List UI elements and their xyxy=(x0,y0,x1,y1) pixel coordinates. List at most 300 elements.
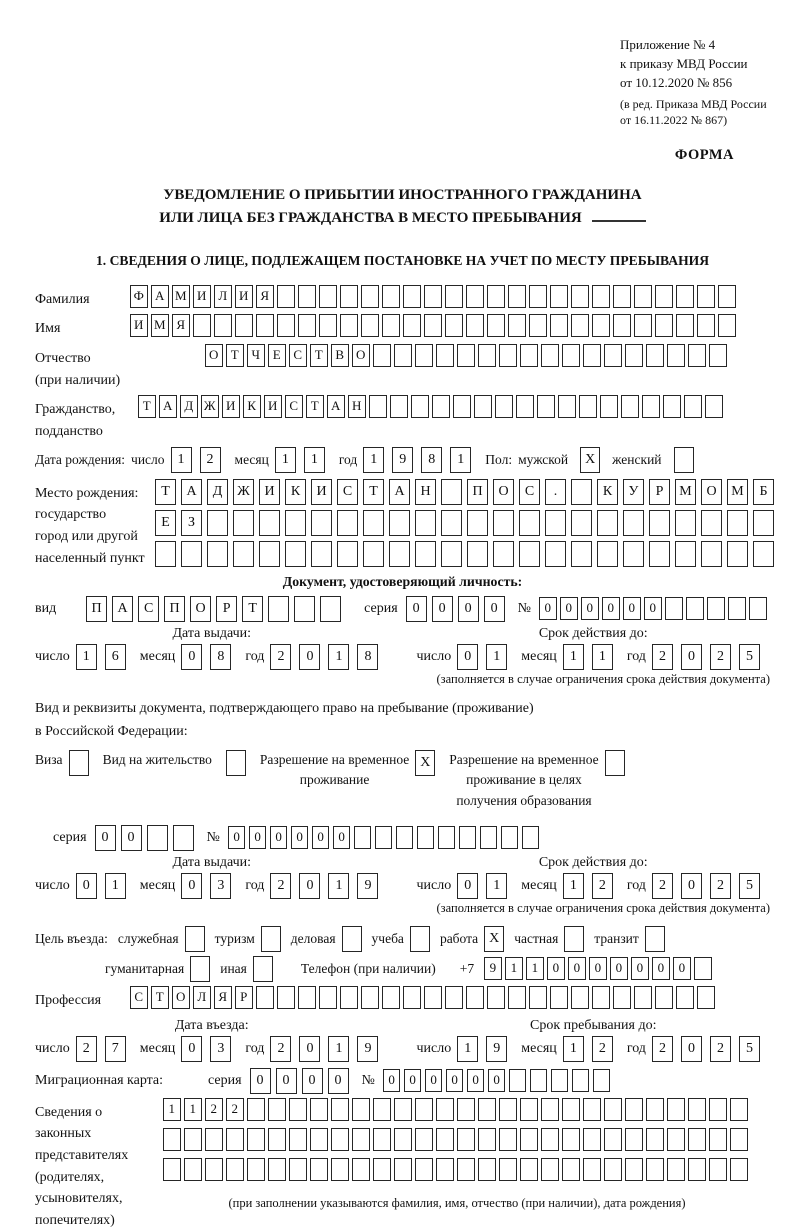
form-cell[interactable]: 0 xyxy=(270,826,288,849)
form-cell[interactable]: Л xyxy=(214,285,232,308)
form-cell[interactable] xyxy=(415,541,436,567)
form-cell[interactable] xyxy=(394,1098,412,1121)
form-cell[interactable] xyxy=(541,344,559,367)
purpose-sluzhebnaya-checkbox[interactable] xyxy=(185,926,205,952)
form-cell[interactable] xyxy=(363,510,384,536)
form-cell[interactable]: 0 xyxy=(383,1069,401,1092)
form-cell[interactable] xyxy=(646,1158,664,1181)
form-cell[interactable]: 0 xyxy=(432,596,453,622)
form-cell[interactable] xyxy=(550,285,568,308)
form-cell[interactable] xyxy=(352,1128,370,1151)
form-cell[interactable] xyxy=(147,825,168,851)
form-cell[interactable] xyxy=(478,344,496,367)
form-cell[interactable]: О xyxy=(190,596,211,622)
form-cell[interactable]: С xyxy=(337,479,358,505)
form-cell[interactable]: 5 xyxy=(739,644,760,670)
form-cell[interactable] xyxy=(205,1128,223,1151)
form-cell[interactable]: 1 xyxy=(363,447,384,473)
form-cell[interactable] xyxy=(541,1128,559,1151)
form-cell[interactable]: Ф xyxy=(130,285,148,308)
form-cell[interactable] xyxy=(675,510,696,536)
form-cell[interactable] xyxy=(667,1128,685,1151)
form-cell[interactable]: 0 xyxy=(457,644,478,670)
form-cell[interactable]: А xyxy=(159,395,177,418)
form-cell[interactable] xyxy=(537,395,555,418)
form-cell[interactable] xyxy=(394,1158,412,1181)
form-cell[interactable]: П xyxy=(164,596,185,622)
form-cell[interactable] xyxy=(289,1128,307,1151)
form-cell[interactable] xyxy=(478,1098,496,1121)
form-cell[interactable] xyxy=(466,986,484,1009)
form-cell[interactable]: И xyxy=(311,479,332,505)
form-cell[interactable]: 1 xyxy=(486,644,507,670)
form-cell[interactable] xyxy=(361,314,379,337)
form-cell[interactable]: 0 xyxy=(121,825,142,851)
form-cell[interactable]: К xyxy=(243,395,261,418)
form-cell[interactable] xyxy=(604,344,622,367)
form-cell[interactable] xyxy=(529,986,547,1009)
form-cell[interactable] xyxy=(184,1128,202,1151)
form-cell[interactable] xyxy=(697,986,715,1009)
form-cell[interactable] xyxy=(519,541,540,567)
form-cell[interactable] xyxy=(214,314,232,337)
form-cell[interactable] xyxy=(173,825,194,851)
form-cell[interactable]: Н xyxy=(415,479,436,505)
purpose-rabota-checkbox[interactable]: X xyxy=(484,926,504,952)
form-cell[interactable] xyxy=(621,395,639,418)
form-cell[interactable] xyxy=(432,395,450,418)
form-cell[interactable]: И xyxy=(259,479,280,505)
form-cell[interactable] xyxy=(509,1069,527,1092)
form-cell[interactable] xyxy=(694,957,712,980)
form-cell[interactable] xyxy=(493,510,514,536)
form-cell[interactable]: К xyxy=(597,479,618,505)
form-cell[interactable]: 3 xyxy=(210,873,231,899)
purpose-ucheba-checkbox[interactable] xyxy=(410,926,430,952)
form-cell[interactable]: 9 xyxy=(484,957,502,980)
form-cell[interactable]: 0 xyxy=(458,596,479,622)
form-cell[interactable] xyxy=(319,314,337,337)
form-cell[interactable] xyxy=(529,314,547,337)
form-cell[interactable] xyxy=(389,510,410,536)
form-cell[interactable] xyxy=(436,1098,454,1121)
form-cell[interactable]: 7 xyxy=(105,1036,126,1062)
form-cell[interactable] xyxy=(294,596,315,622)
form-cell[interactable] xyxy=(562,1158,580,1181)
form-cell[interactable]: 1 xyxy=(563,1036,584,1062)
form-cell[interactable]: 0 xyxy=(299,873,320,899)
form-cell[interactable]: Т xyxy=(151,986,169,1009)
form-cell[interactable] xyxy=(340,986,358,1009)
form-cell[interactable] xyxy=(727,541,748,567)
form-cell[interactable] xyxy=(233,510,254,536)
purpose-inaya-checkbox[interactable] xyxy=(253,956,273,982)
form-cell[interactable]: 0 xyxy=(568,957,586,980)
form-cell[interactable]: Р xyxy=(216,596,237,622)
form-cell[interactable] xyxy=(247,1128,265,1151)
form-cell[interactable]: 1 xyxy=(526,957,544,980)
form-cell[interactable] xyxy=(411,395,429,418)
form-cell[interactable]: 1 xyxy=(450,447,471,473)
form-cell[interactable]: 0 xyxy=(673,957,691,980)
form-cell[interactable] xyxy=(226,1128,244,1151)
form-cell[interactable] xyxy=(478,1158,496,1181)
form-cell[interactable] xyxy=(530,1069,548,1092)
form-cell[interactable] xyxy=(613,285,631,308)
form-cell[interactable] xyxy=(163,1128,181,1151)
form-cell[interactable]: Л xyxy=(193,986,211,1009)
form-cell[interactable] xyxy=(474,395,492,418)
form-cell[interactable] xyxy=(655,986,673,1009)
form-cell[interactable]: 2 xyxy=(270,1036,291,1062)
form-cell[interactable] xyxy=(730,1158,748,1181)
form-cell[interactable] xyxy=(457,1128,475,1151)
form-cell[interactable] xyxy=(520,1158,538,1181)
purpose-delovaya-checkbox[interactable] xyxy=(342,926,362,952)
form-cell[interactable]: Т xyxy=(226,344,244,367)
form-cell[interactable]: Ч xyxy=(247,344,265,367)
form-cell[interactable] xyxy=(319,986,337,1009)
form-cell[interactable] xyxy=(499,1158,517,1181)
form-cell[interactable] xyxy=(701,510,722,536)
form-cell[interactable] xyxy=(445,314,463,337)
form-cell[interactable] xyxy=(268,596,289,622)
form-cell[interactable]: А xyxy=(151,285,169,308)
form-cell[interactable]: 8 xyxy=(357,644,378,670)
form-cell[interactable] xyxy=(373,1098,391,1121)
form-cell[interactable] xyxy=(396,826,414,849)
form-cell[interactable] xyxy=(415,1128,433,1151)
form-cell[interactable] xyxy=(403,986,421,1009)
form-cell[interactable]: 5 xyxy=(739,873,760,899)
form-cell[interactable] xyxy=(298,314,316,337)
form-cell[interactable]: 1 xyxy=(328,1036,349,1062)
form-cell[interactable]: 0 xyxy=(467,1069,485,1092)
form-cell[interactable] xyxy=(597,541,618,567)
form-cell[interactable]: 0 xyxy=(581,597,599,620)
form-cell[interactable] xyxy=(441,479,462,505)
form-cell[interactable]: С xyxy=(138,596,159,622)
form-cell[interactable] xyxy=(625,1098,643,1121)
form-cell[interactable] xyxy=(709,1128,727,1151)
form-cell[interactable] xyxy=(634,986,652,1009)
form-cell[interactable]: 9 xyxy=(357,873,378,899)
form-cell[interactable]: 1 xyxy=(105,873,126,899)
form-cell[interactable]: Е xyxy=(155,510,176,536)
form-cell[interactable]: А xyxy=(112,596,133,622)
form-cell[interactable] xyxy=(623,541,644,567)
form-cell[interactable] xyxy=(193,314,211,337)
form-cell[interactable] xyxy=(415,344,433,367)
form-cell[interactable]: 0 xyxy=(299,1036,320,1062)
form-cell[interactable]: 0 xyxy=(291,826,309,849)
form-cell[interactable]: И xyxy=(193,285,211,308)
form-cell[interactable]: 1 xyxy=(171,447,192,473)
form-cell[interactable]: З xyxy=(181,510,202,536)
form-cell[interactable] xyxy=(501,826,519,849)
form-cell[interactable] xyxy=(508,986,526,1009)
form-cell[interactable]: 1 xyxy=(163,1098,181,1121)
form-cell[interactable] xyxy=(480,826,498,849)
form-cell[interactable] xyxy=(707,597,725,620)
form-cell[interactable] xyxy=(709,344,727,367)
form-cell[interactable] xyxy=(207,510,228,536)
form-cell[interactable] xyxy=(625,344,643,367)
sex-male-checkbox[interactable]: X xyxy=(580,447,600,473)
form-cell[interactable]: 2 xyxy=(592,873,613,899)
form-cell[interactable]: 1 xyxy=(275,447,296,473)
form-cell[interactable]: 1 xyxy=(563,644,584,670)
form-cell[interactable] xyxy=(289,1158,307,1181)
form-cell[interactable]: Д xyxy=(207,479,228,505)
form-cell[interactable] xyxy=(259,510,280,536)
form-cell[interactable] xyxy=(331,1158,349,1181)
form-cell[interactable] xyxy=(749,597,767,620)
form-cell[interactable]: 0 xyxy=(181,644,202,670)
form-cell[interactable]: 2 xyxy=(270,873,291,899)
form-cell[interactable] xyxy=(226,1158,244,1181)
form-cell[interactable] xyxy=(520,1098,538,1121)
form-cell[interactable] xyxy=(688,1098,706,1121)
form-cell[interactable] xyxy=(634,285,652,308)
form-cell[interactable] xyxy=(457,1098,475,1121)
form-cell[interactable] xyxy=(562,344,580,367)
purpose-tranzit-checkbox[interactable] xyxy=(645,926,665,952)
form-cell[interactable]: 0 xyxy=(404,1069,422,1092)
form-cell[interactable] xyxy=(466,314,484,337)
form-cell[interactable] xyxy=(289,1098,307,1121)
form-cell[interactable]: 0 xyxy=(457,873,478,899)
form-cell[interactable]: 0 xyxy=(181,1036,202,1062)
form-cell[interactable] xyxy=(436,1128,454,1151)
form-cell[interactable] xyxy=(155,541,176,567)
form-cell[interactable] xyxy=(394,344,412,367)
form-cell[interactable] xyxy=(298,986,316,1009)
form-cell[interactable]: 6 xyxy=(105,644,126,670)
form-cell[interactable] xyxy=(441,541,462,567)
form-cell[interactable]: А xyxy=(327,395,345,418)
form-cell[interactable] xyxy=(613,986,631,1009)
form-cell[interactable] xyxy=(467,541,488,567)
form-cell[interactable] xyxy=(417,826,435,849)
form-cell[interactable] xyxy=(453,395,471,418)
form-cell[interactable]: 2 xyxy=(710,1036,731,1062)
temp-residence-edu-checkbox[interactable] xyxy=(605,750,625,776)
form-cell[interactable] xyxy=(562,1098,580,1121)
form-cell[interactable]: У xyxy=(623,479,644,505)
purpose-turizm-checkbox[interactable] xyxy=(261,926,281,952)
form-cell[interactable] xyxy=(487,285,505,308)
form-cell[interactable]: 1 xyxy=(505,957,523,980)
form-cell[interactable] xyxy=(457,344,475,367)
form-cell[interactable] xyxy=(256,314,274,337)
form-cell[interactable] xyxy=(675,541,696,567)
form-cell[interactable] xyxy=(310,1158,328,1181)
form-cell[interactable] xyxy=(352,1158,370,1181)
form-cell[interactable] xyxy=(613,314,631,337)
form-cell[interactable]: 0 xyxy=(681,644,702,670)
form-cell[interactable]: 9 xyxy=(486,1036,507,1062)
form-cell[interactable]: Р xyxy=(649,479,670,505)
form-cell[interactable] xyxy=(352,1098,370,1121)
form-cell[interactable]: 0 xyxy=(299,644,320,670)
form-cell[interactable] xyxy=(354,826,372,849)
form-cell[interactable] xyxy=(522,826,540,849)
form-cell[interactable] xyxy=(163,1158,181,1181)
form-cell[interactable]: 1 xyxy=(76,644,97,670)
form-cell[interactable] xyxy=(390,395,408,418)
form-cell[interactable] xyxy=(268,1158,286,1181)
form-cell[interactable]: Т xyxy=(310,344,328,367)
form-cell[interactable] xyxy=(311,510,332,536)
sex-female-checkbox[interactable] xyxy=(674,447,694,473)
form-cell[interactable]: 2 xyxy=(652,644,673,670)
form-cell[interactable]: 0 xyxy=(652,957,670,980)
form-cell[interactable]: Я xyxy=(172,314,190,337)
form-cell[interactable] xyxy=(709,1158,727,1181)
form-cell[interactable]: О xyxy=(352,344,370,367)
form-cell[interactable] xyxy=(268,1098,286,1121)
form-cell[interactable] xyxy=(268,1128,286,1151)
form-cell[interactable]: 0 xyxy=(95,825,116,851)
form-cell[interactable]: 2 xyxy=(200,447,221,473)
form-cell[interactable] xyxy=(445,986,463,1009)
form-cell[interactable]: 1 xyxy=(563,873,584,899)
form-cell[interactable]: П xyxy=(467,479,488,505)
form-cell[interactable] xyxy=(424,314,442,337)
form-cell[interactable]: Т xyxy=(242,596,263,622)
form-cell[interactable] xyxy=(705,395,723,418)
form-cell[interactable]: 1 xyxy=(592,644,613,670)
form-cell[interactable] xyxy=(592,986,610,1009)
form-cell[interactable] xyxy=(277,285,295,308)
form-cell[interactable] xyxy=(571,479,592,505)
form-cell[interactable] xyxy=(649,541,670,567)
form-cell[interactable] xyxy=(205,1158,223,1181)
form-cell[interactable] xyxy=(728,597,746,620)
form-cell[interactable] xyxy=(373,1128,391,1151)
form-cell[interactable]: 0 xyxy=(484,596,505,622)
form-cell[interactable]: 9 xyxy=(392,447,413,473)
form-cell[interactable] xyxy=(529,285,547,308)
form-cell[interactable]: Я xyxy=(256,285,274,308)
form-cell[interactable]: Е xyxy=(268,344,286,367)
form-cell[interactable]: Ж xyxy=(201,395,219,418)
form-cell[interactable]: 0 xyxy=(228,826,246,849)
form-cell[interactable] xyxy=(655,285,673,308)
form-cell[interactable] xyxy=(541,1158,559,1181)
form-cell[interactable]: А xyxy=(181,479,202,505)
form-cell[interactable] xyxy=(389,541,410,567)
form-cell[interactable]: С xyxy=(289,344,307,367)
form-cell[interactable]: В xyxy=(331,344,349,367)
form-cell[interactable] xyxy=(593,1069,611,1092)
form-cell[interactable]: Т xyxy=(306,395,324,418)
form-cell[interactable]: Т xyxy=(363,479,384,505)
form-cell[interactable] xyxy=(718,314,736,337)
form-cell[interactable] xyxy=(604,1098,622,1121)
form-cell[interactable]: 0 xyxy=(560,597,578,620)
form-cell[interactable] xyxy=(686,597,704,620)
form-cell[interactable] xyxy=(499,344,517,367)
form-cell[interactable] xyxy=(436,344,454,367)
form-cell[interactable]: 1 xyxy=(184,1098,202,1121)
form-cell[interactable]: 0 xyxy=(446,1069,464,1092)
form-cell[interactable] xyxy=(697,314,715,337)
form-cell[interactable]: М xyxy=(151,314,169,337)
form-cell[interactable]: О xyxy=(172,986,190,1009)
form-cell[interactable] xyxy=(259,541,280,567)
form-cell[interactable] xyxy=(667,344,685,367)
form-cell[interactable] xyxy=(499,1128,517,1151)
form-cell[interactable]: 0 xyxy=(312,826,330,849)
form-cell[interactable] xyxy=(337,541,358,567)
form-cell[interactable] xyxy=(727,510,748,536)
form-cell[interactable] xyxy=(467,510,488,536)
form-cell[interactable]: 0 xyxy=(610,957,628,980)
form-cell[interactable]: 0 xyxy=(623,597,641,620)
form-cell[interactable] xyxy=(415,1098,433,1121)
form-cell[interactable] xyxy=(466,285,484,308)
form-cell[interactable] xyxy=(665,597,683,620)
form-cell[interactable]: 0 xyxy=(333,826,351,849)
form-cell[interactable] xyxy=(415,1158,433,1181)
form-cell[interactable] xyxy=(457,1158,475,1181)
form-cell[interactable] xyxy=(445,285,463,308)
form-cell[interactable] xyxy=(688,1128,706,1151)
form-cell[interactable] xyxy=(319,285,337,308)
form-cell[interactable] xyxy=(667,1098,685,1121)
form-cell[interactable] xyxy=(516,395,534,418)
form-cell[interactable] xyxy=(597,510,618,536)
form-cell[interactable]: И xyxy=(235,285,253,308)
form-cell[interactable] xyxy=(277,986,295,1009)
form-cell[interactable]: 0 xyxy=(425,1069,443,1092)
form-cell[interactable]: 2 xyxy=(652,1036,673,1062)
form-cell[interactable] xyxy=(247,1098,265,1121)
form-cell[interactable] xyxy=(579,395,597,418)
purpose-chastnaya-checkbox[interactable] xyxy=(564,926,584,952)
form-cell[interactable] xyxy=(541,1098,559,1121)
form-cell[interactable]: 2 xyxy=(205,1098,223,1121)
form-cell[interactable]: 1 xyxy=(457,1036,478,1062)
form-cell[interactable] xyxy=(697,285,715,308)
form-cell[interactable]: И xyxy=(264,395,282,418)
form-cell[interactable] xyxy=(753,541,774,567)
form-cell[interactable] xyxy=(340,285,358,308)
form-cell[interactable] xyxy=(701,541,722,567)
form-cell[interactable]: Т xyxy=(155,479,176,505)
form-cell[interactable] xyxy=(320,596,341,622)
form-cell[interactable] xyxy=(478,1128,496,1151)
form-cell[interactable]: 0 xyxy=(488,1069,506,1092)
form-cell[interactable] xyxy=(298,285,316,308)
form-cell[interactable]: И xyxy=(222,395,240,418)
form-cell[interactable]: М xyxy=(675,479,696,505)
form-cell[interactable] xyxy=(684,395,702,418)
form-cell[interactable] xyxy=(646,344,664,367)
form-cell[interactable]: 5 xyxy=(739,1036,760,1062)
form-cell[interactable] xyxy=(667,1158,685,1181)
form-cell[interactable]: 0 xyxy=(302,1068,323,1094)
form-cell[interactable] xyxy=(709,1098,727,1121)
form-cell[interactable] xyxy=(394,1128,412,1151)
residence-permit-checkbox[interactable] xyxy=(226,750,246,776)
form-cell[interactable]: 0 xyxy=(644,597,662,620)
form-cell[interactable] xyxy=(583,1128,601,1151)
form-cell[interactable] xyxy=(688,344,706,367)
form-cell[interactable] xyxy=(285,541,306,567)
